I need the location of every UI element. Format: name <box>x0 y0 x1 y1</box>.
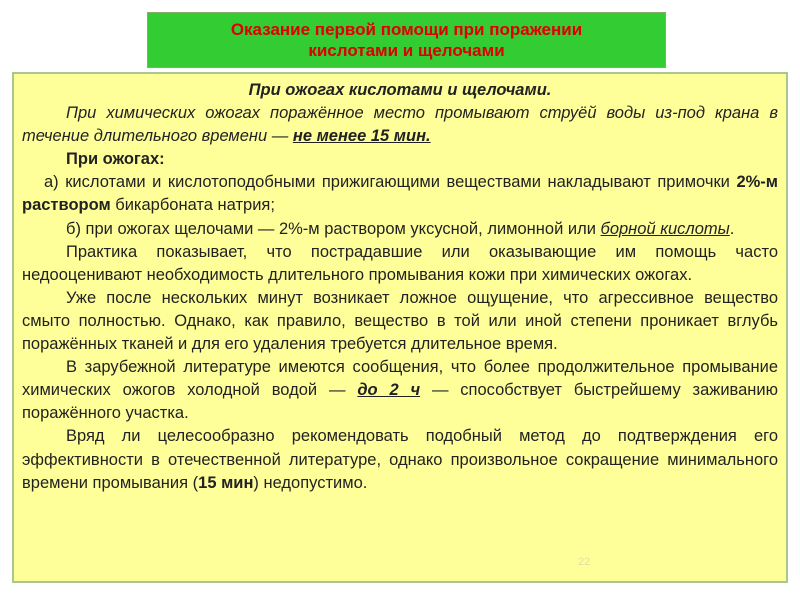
duration-emphasis: до 2 ч <box>357 381 421 400</box>
paragraph-chemical-burns <box>22 102 778 148</box>
acid-treatment-text: а) кислотами и кислотоподобными прижигающими веществами накладывают примочки <box>44 173 737 192</box>
foreign-literature-text-end: — способствует быстрейшему заживанию поражённого участка. <box>22 381 779 423</box>
paragraph-practice: Практика показывает, что пострадавшие или оказывающие им помощь часто недооценивают необходимость длительного промывания кожи при химических ожогах. <box>22 242 778 284</box>
foreign-literature-text: В зарубежной литературе имеются сообщения, что более продолжительное промывание химических ожогов холодной водой — <box>22 358 778 400</box>
slide-title-line-2: кислотами и щелочами <box>308 41 505 60</box>
paragraph-burns-label: При ожогах: <box>66 150 165 169</box>
paragraph-foreign-literature <box>22 356 778 425</box>
acid-treatment-text-end: бикарбоната натрия; <box>110 196 275 215</box>
paragraph-acid-treatment <box>22 171 778 217</box>
content-panel <box>12 72 788 583</box>
page-number: 22 <box>578 556 591 568</box>
paragraph-chemical-burns-text: При химических ожогах поражённое место промывают струёй воды из-под крана в течение длительного времени — <box>22 104 778 146</box>
recommendation-text: Вряд ли целесообразно рекомендовать подобный метод до подтверждения его эффективности в отечественной литературе, однако произвольное сокращение минимального времени промывания ( <box>22 427 778 492</box>
alkali-treatment-text: б) при ожогах щелочами — 2%-м раствором уксусной, лимонной или <box>66 219 601 238</box>
solution-concentration-emphasis: 2%-м раствором <box>22 173 778 215</box>
alkali-treatment-end: . <box>729 219 735 238</box>
paragraph-recommendation <box>22 425 778 494</box>
recommendation-text-end: ) недопустимо. <box>253 473 368 492</box>
content-heading: При ожогах кислотами и щелочами. <box>248 81 552 99</box>
slide-title <box>147 12 666 68</box>
min-time-emphasis: не менее 15 мин. <box>292 127 431 146</box>
boric-acid-emphasis: борной кислоты <box>600 219 730 238</box>
slide-title-line-1: Оказание первой помощи при поражении <box>230 20 583 39</box>
paragraph-alkali-treatment <box>22 218 778 241</box>
minimum-time-emphasis: 15 мин <box>198 473 254 492</box>
paragraph-false-sensation: Уже после нескольких минут возникает ложное ощущение, что агрессивное вещество смыто полностью. Однако, как правило, вещество в той или иной степени проникает вглубь поражённых тканей и для его удаления требуется длительное время. <box>22 288 778 354</box>
